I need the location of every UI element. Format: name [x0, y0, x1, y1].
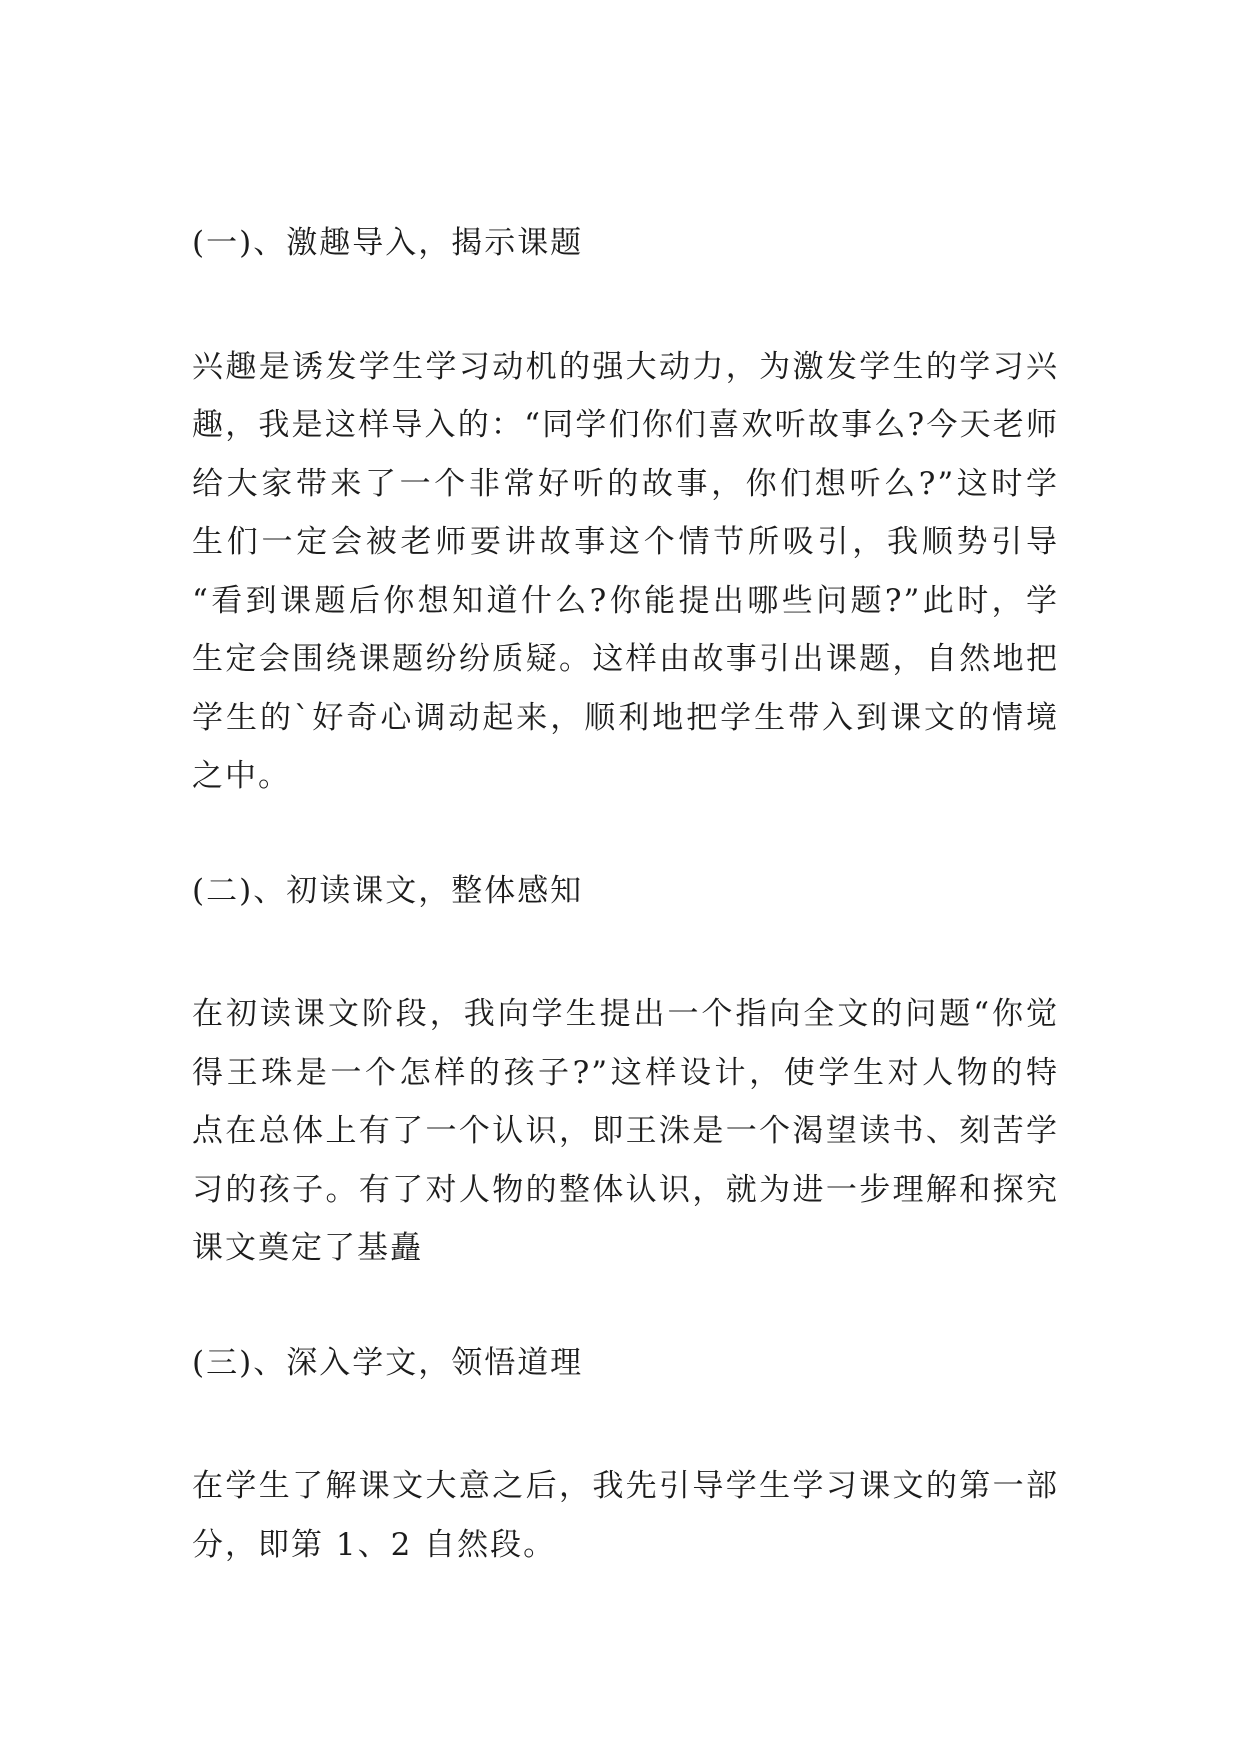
- section-1: [192, 214, 1059, 806]
- paragraph: [192, 1457, 1059, 1574]
- paragraph-line: 习的孩子。有了对人物的整体认识，就为进一步理解和探究: [192, 1171, 1059, 1208]
- section-heading: (二)、初读课文，整体感知: [192, 872, 584, 909]
- paragraph-line: 兴趣是诱发学生学习动机的强大动力，为激发学生的学习兴: [192, 348, 1059, 385]
- paragraph: [192, 985, 1059, 1278]
- paragraph-line: 分，即第 1、2 自然段。: [192, 1526, 557, 1563]
- section-heading: (一)、激趣导入，揭示课题: [192, 225, 584, 261]
- paragraph-line: 课文奠定了基矗: [192, 1230, 423, 1266]
- paragraph-line: 在学生了解课文大意之后，我先引导学生学习课文的第一部: [192, 1468, 1059, 1504]
- section-3: [192, 1334, 1059, 1575]
- paragraph-line: 学生的`好奇心调动起来，顺利地把学生带入到课文的情境: [192, 699, 1059, 736]
- paragraph-line: 给大家带来了一个非常好听的故事，你们想听么?”这时学: [192, 465, 1059, 502]
- paragraph-line: 点在总体上有了一个认识，即王洙是一个渴望读书、刻苦学: [192, 1113, 1059, 1149]
- paragraph: [192, 338, 1059, 806]
- paragraph-line: 得王珠是一个怎样的孩子?”这样设计，使学生对人物的特: [192, 1054, 1059, 1091]
- paragraph-line: 在初读课文阶段，我向学生提出一个指向全文的问题“你觉: [192, 996, 1059, 1032]
- section-2: [192, 862, 1059, 1278]
- paragraph-line: 之中。: [192, 758, 291, 794]
- paragraph-line: 生们一定会被老师要讲故事这个情节所吸引，我顺势引导: [192, 524, 1059, 560]
- paragraph-line: 生定会围绕课题纷纷质疑。这样由故事引出课题，自然地把: [192, 641, 1059, 677]
- section-heading: (三)、深入学文，领悟道理: [192, 1344, 584, 1381]
- paragraph-line: “看到课题后你想知道什么?你能提出哪些问题?”此时，学: [192, 582, 1059, 619]
- document-page: [192, 214, 1059, 1574]
- paragraph-line: 趣，我是这样导入的：“同学们你们喜欢听故事么?今天老师: [192, 407, 1059, 443]
